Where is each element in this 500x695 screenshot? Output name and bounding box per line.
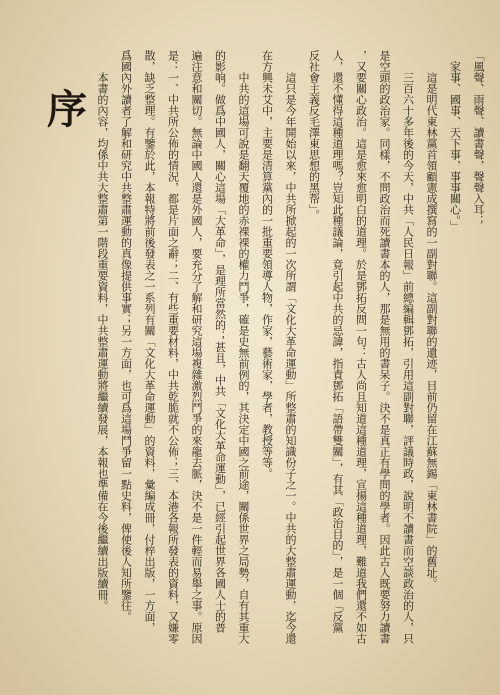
- text-column: 是：一、中共所公佈的情況，都是片面之辭；二、有些重要材料，中共乾脆就不公佈；三、本港各報所發表的資料，又嫌零: [166, 50, 180, 644]
- preface-title: 序: [47, 86, 87, 133]
- text-column: 是空頭的政治家。同樣，不問政治而死讀書本的人，那是無用的書呆子。決不是真正有學問的學者。因此古人既要努力讀書: [378, 50, 391, 644]
- text-column: 在方興未艾中，主要是清算黨內的一批重要領導人物，作家，藝術家，學者，教授等等。: [260, 50, 274, 479]
- text-column: 反社會主義反毛澤東思想的黑帮」。: [307, 50, 321, 221]
- text-column: 這只是今年開始以來，中共所掀起的一次所謂「文化大革命運動」所整肅的知識份子之一。中共的大整肅運動，迄今還: [284, 72, 297, 644]
- text-column: 散，缺乏整理。有鑒於此，本報特將前後發表之一系列有關「文化大革命運動」的資料，彙編成冊，付梓出版，一方面，: [143, 50, 156, 633]
- text-column: 中共的這場可說是翻天覆地的赤裸裸的權力鬥爭，確是史無前例的，其決定中國之前途，關係世界之局勢，自有其重大: [237, 72, 250, 644]
- text-column: 三百六十多年後的今天，中共「人民日報」前總編輯鄧拓，引用這副對聯，評議時政，說明不讀書而空談政治的人，只: [401, 72, 415, 644]
- text-column: 「風聲、雨聲、讀書聲，聲聲入耳；: [472, 50, 485, 226]
- preface-body: [90, 50, 490, 646]
- text-column: 遍注意和關切。無論中國人還是外國人，要充分了解和研究這場複雜激烈鬥爭的來龍去脈，決不是一件輕而易舉之事。原因: [190, 50, 203, 644]
- text-column: 本書的內容，均係中共大整肅第一階段重要資料，中共整肅運動將繼續發展，本報也準備在今後繼續出版續冊。: [96, 72, 109, 611]
- text-column: 人，還不懂得這種道理嗎？豈知此種議論，竟引起中共的忌諱，指責鄧拓「語帶雙關」，有其「政治目的」，是一個「反黨: [331, 50, 344, 633]
- text-column: 這是明代東林黨首領顧憲成撰寫的一副對聯。這副對聯的遺迹，目前仍留在江蘇無錫「東林書院」的舊址。: [425, 72, 438, 589]
- text-column: 的影响。做爲中國人，關心這場「大革命」，是理所當然的；甚且，中共「文化大革命運動」，已經引起世界各國人士的普: [213, 50, 227, 633]
- text-column: ，又要關心政治。這是愈來愈明白的道理。於是鄧拓反問一句：古人尚且知道這種道理，宣揚這種道理，難道我們還不如古: [354, 50, 368, 644]
- text-column: 爲國內外讀者了解和研究中共整肅運動的真像提供事實；另一方面，也可爲這場鬥爭留一點史料，俾使後人知所鑒往。: [119, 50, 133, 622]
- text-column: 家事、國事、天下事，事事關心。」: [448, 61, 462, 232]
